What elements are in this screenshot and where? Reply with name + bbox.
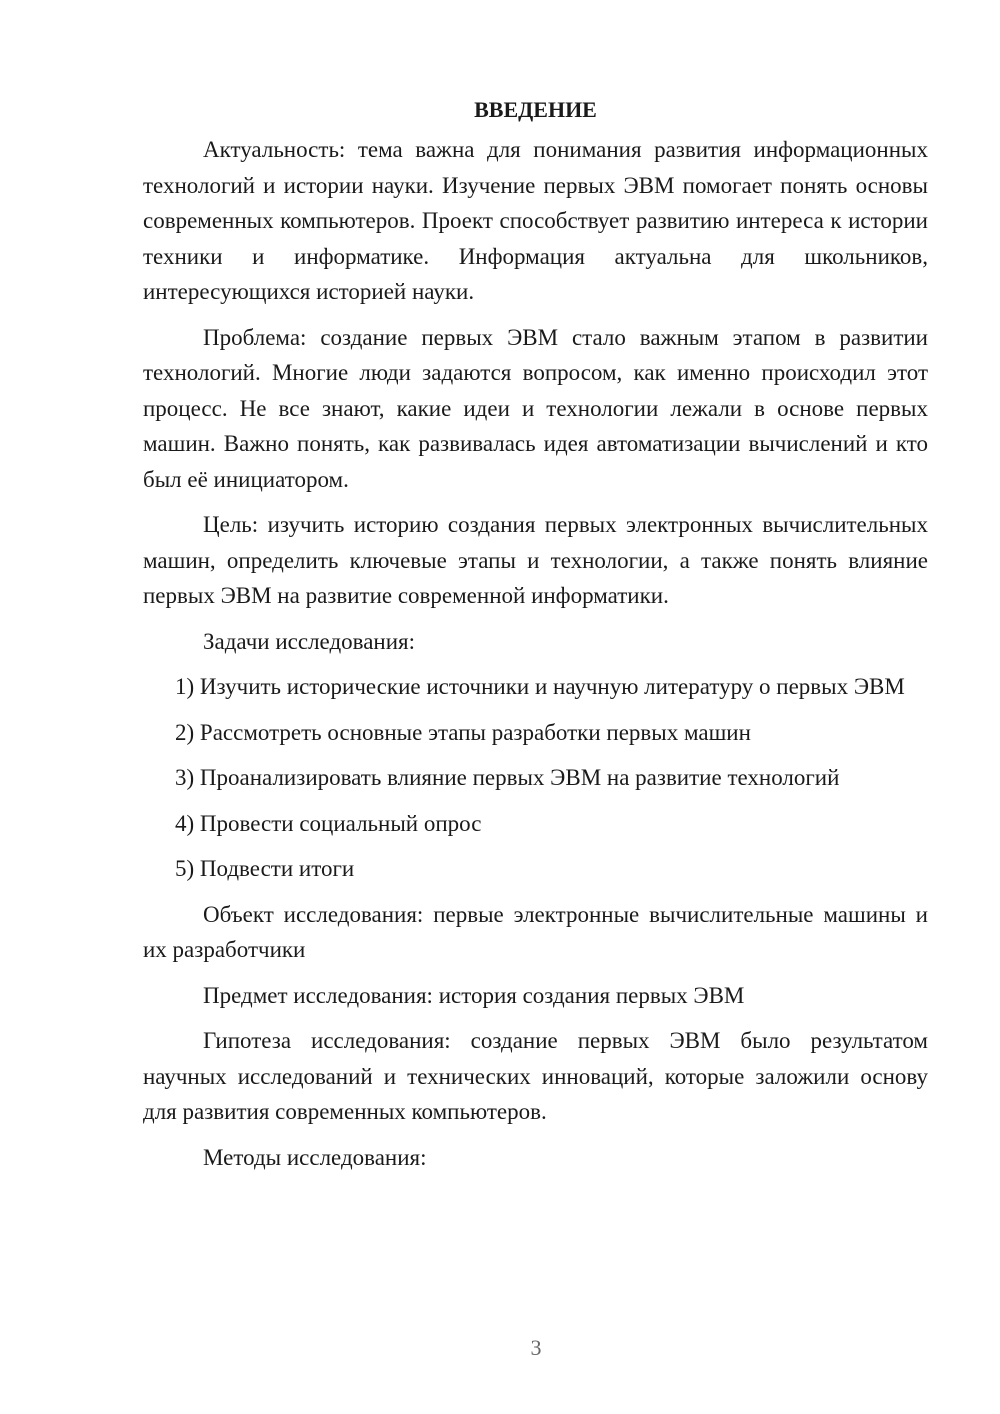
problem-paragraph: Проблема: создание первых ЭВМ стало важным этапом в развитии технологий. Многие люди задаются вопросом, как именно происходил этот процесс. Не все знают, какие идеи и технологии лежали в основе первых машин. Важно понять, как развивалась идея автоматизации вычислений и кто был её инициатором. <box>143 324 928 492</box>
object-paragraph: Объект исследования: первые электронные вычислительные машины и их разработчики <box>143 901 928 962</box>
hypothesis-paragraph: Гипотеза исследования: создание первых ЭВМ было результатом научных исследований и технических инноваций, которые заложили основу для развития современных компьютеров. <box>143 1028 928 1124</box>
goal-paragraph: Цель: изучить историю создания первых электронных вычислительных машин, определить ключевые этапы и технологии, а также понять влияние первых ЭВМ на развитие современной информатики. <box>143 512 928 608</box>
section-title: ВВЕДЕНИЕ <box>474 97 597 122</box>
page-content <box>143 92 928 1185</box>
task-item-3: 3) Проанализировать влияние первых ЭВМ на развитие технологий <box>175 765 840 790</box>
task-item-5: 5) Подвести итоги <box>175 856 355 881</box>
methods-heading: Методы исследования: <box>203 1144 427 1170</box>
tasks-heading: Задачи исследования: <box>203 628 416 654</box>
task-item-2: 2) Рассмотреть основные этапы разработки первых машин <box>175 719 751 745</box>
page-number: 3 <box>530 1335 542 1360</box>
task-item-1: 1) Изучить исторические источники и научную литературу о первых ЭВМ <box>175 674 905 699</box>
task-item-4: 4) Провести социальный опрос <box>175 810 482 836</box>
subject-paragraph: Предмет исследования: история создания первых ЭВМ <box>203 982 745 1008</box>
relevance-paragraph: Актуальность: тема важна для понимания развития информационных технологий и истории науки. Изучение первых ЭВМ помогает понять основы современных компьютеров. Проект способствует развитию интереса к истории техники и информатике. Информация актуальна для школьников, интересующихся историей науки. <box>143 137 928 304</box>
